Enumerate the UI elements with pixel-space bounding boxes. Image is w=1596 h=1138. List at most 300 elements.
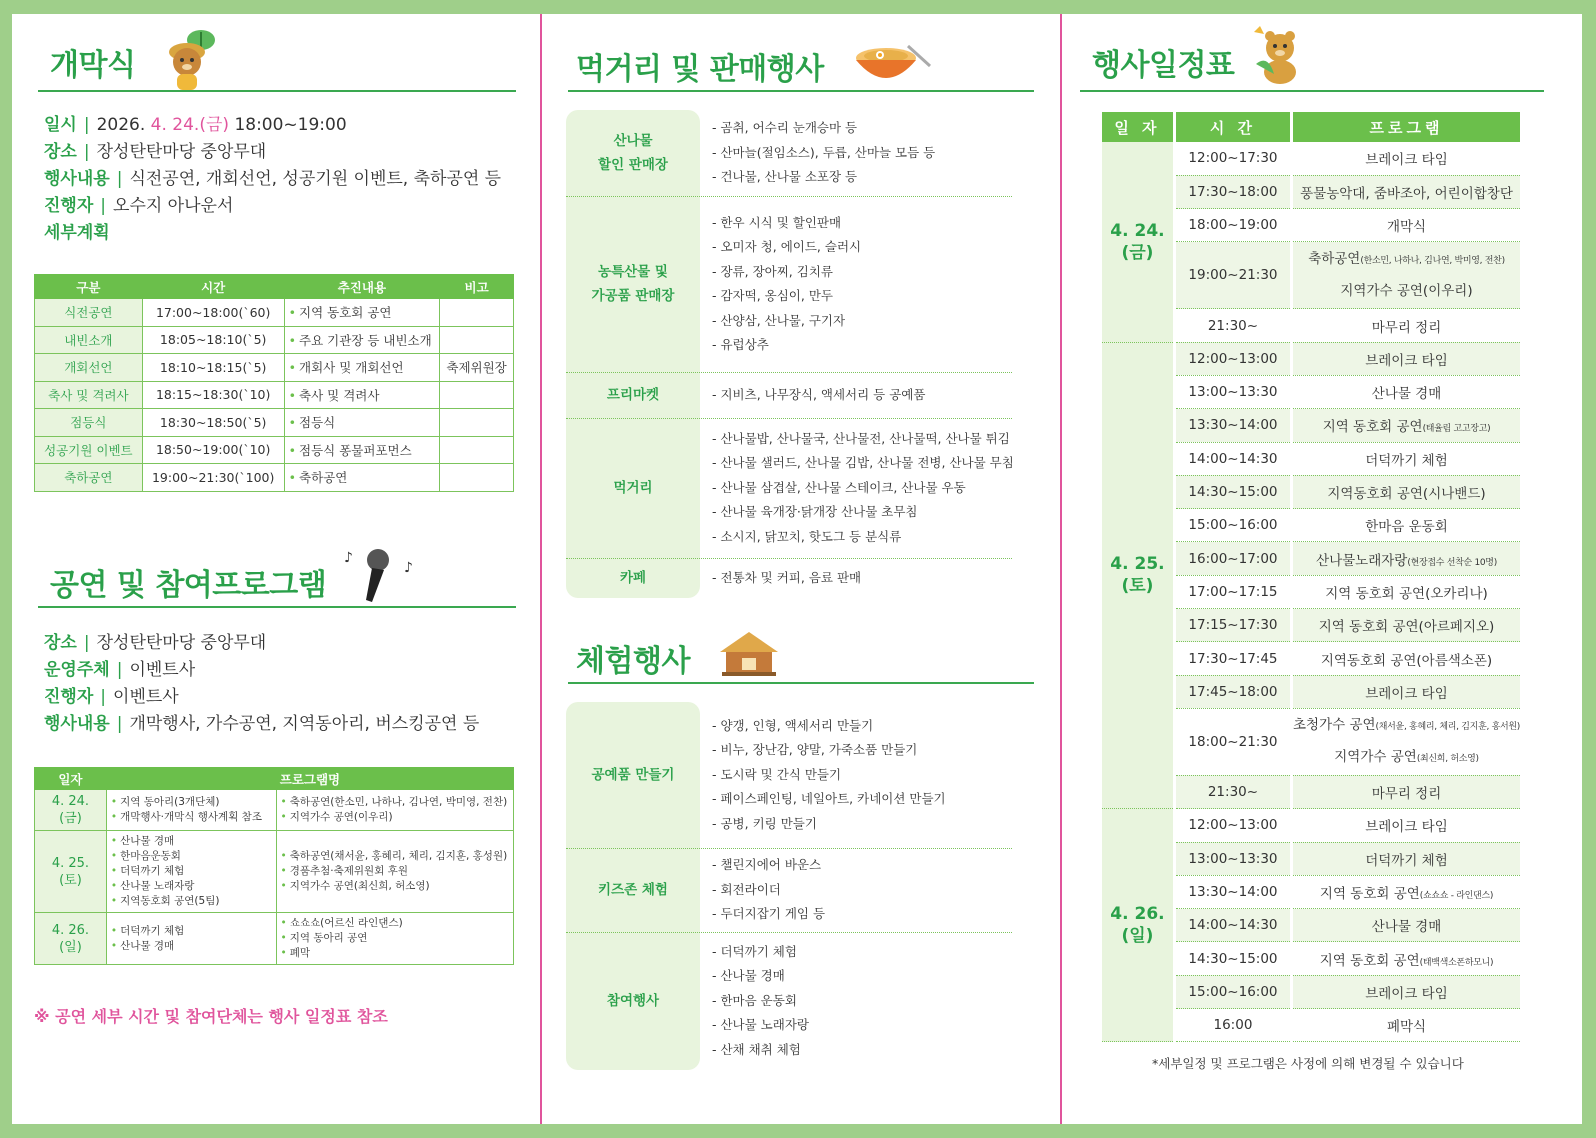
program-line <box>1293 1015 1520 1035</box>
program-cell <box>1292 342 1521 375</box>
time-cell: 19:00~21:30 <box>1174 242 1291 309</box>
section-rule <box>568 90 1034 92</box>
program-line <box>1293 582 1520 602</box>
day-line: (토) <box>59 872 82 888</box>
table-cell <box>440 409 514 437</box>
program-line <box>1293 449 1520 469</box>
food-title: 먹거리 및 판매행사 <box>576 52 824 87</box>
item-text: 지역가수 공연(최신희, 허소영) <box>289 880 430 892</box>
list-item: - 감자떡, 옹심이, 만두 <box>712 288 833 303</box>
cell-text: 축사 및 격려사 <box>299 387 380 403</box>
table-cell <box>440 381 514 409</box>
program-note: (채서윤, 홍혜리, 체리, 김지훈, 홍서원) <box>1375 721 1520 732</box>
item-text: 더덕까기 체험 <box>720 943 797 959</box>
program-line <box>1293 276 1520 306</box>
list-item <box>111 924 272 939</box>
group-items <box>712 932 1024 1070</box>
list-item <box>111 810 272 825</box>
program-text: 브레이크 타임 <box>1365 152 1448 169</box>
program-text: 지역가수 공연(이우리) <box>1340 283 1473 300</box>
bullet-icon: • <box>288 442 297 458</box>
performance-info: 장소 | 장성탄탄마당 중앙무대 운영주체 | 이벤트사 진행자 | 이벤트사 행사내용 | 개막행사, 가수공연, 지역동아리, 버스킹공연 등 <box>44 633 480 734</box>
list-item <box>281 810 509 825</box>
table-cell: 18:05~18:10(`5) <box>142 326 284 354</box>
item-text: 한마음운동회 <box>120 850 181 862</box>
date-line: 4. 26. <box>51 922 90 938</box>
column-right <box>1062 14 1582 1124</box>
label-line: 가공품 판매장 <box>591 288 675 304</box>
bullet-icon: • <box>288 332 297 348</box>
date-cell <box>35 790 107 831</box>
program-cell <box>1292 775 1521 808</box>
mascot-leaf-icon <box>157 22 225 94</box>
date-cell <box>35 831 107 913</box>
time-cell: 12:00~13:00 <box>1174 342 1291 375</box>
item-text: 회전라이더 <box>720 881 781 897</box>
place: 장성탄탄마당 중앙무대 <box>96 142 267 162</box>
label: 행사내용 <box>44 169 110 189</box>
time-cell: 14:30~15:00 <box>1174 475 1291 508</box>
program-cell <box>1292 475 1521 508</box>
group-items <box>712 848 1024 932</box>
program-text: 지역 동호회 공연 <box>1322 419 1423 436</box>
table-cell <box>284 409 440 437</box>
program-cell <box>276 790 513 831</box>
program-cell <box>1292 409 1521 442</box>
table-cell: 축하공연 <box>35 464 143 492</box>
program-cell <box>106 790 276 831</box>
bullet-icon: • <box>280 850 287 862</box>
program-text: 지역동호회 공연(시나밴드) <box>1327 486 1486 503</box>
list-item: - 곰취, 어수리 눈개승마 등 <box>712 120 858 136</box>
bullet-icon: • <box>288 305 297 321</box>
program-line <box>1293 415 1520 435</box>
program-cell <box>1292 842 1521 875</box>
table-cell <box>284 354 440 382</box>
table-header: 일 자 <box>1102 112 1174 142</box>
label-line: 먹거리 <box>613 480 653 496</box>
bullet-icon: • <box>110 924 118 937</box>
label: 진행자 <box>44 196 94 216</box>
table-row <box>35 464 514 492</box>
svg-text:♪: ♪ <box>404 560 413 576</box>
schedule-footnote: *세부일정 및 프로그램은 사정에 의해 변경될 수 있습니다 <box>1152 1056 1464 1071</box>
day-line: (금) <box>1121 242 1154 263</box>
bullet-icon: • <box>280 796 287 808</box>
list-item <box>281 795 509 810</box>
time-cell: 16:00~17:00 <box>1174 542 1291 575</box>
program-cell <box>1292 442 1521 475</box>
program-cell <box>1292 309 1521 342</box>
bullet-icon: • <box>110 865 118 877</box>
item-text: 지비츠, 나무장식, 액세서리 등 공예품 <box>720 386 926 402</box>
table-header: 프로그램 <box>1292 112 1521 142</box>
item-text: 산나물 샐러드, 산나물 김밥, 산나물 전병, 산나물 무침 <box>720 455 1014 471</box>
program-note: (태율림 고고장고) <box>1422 424 1491 435</box>
list-item: - 공병, 키링 만들기 <box>712 815 817 831</box>
group-items <box>712 558 1024 598</box>
bullet-icon: • <box>288 470 297 486</box>
table-cell <box>440 436 514 464</box>
program-line <box>1293 549 1520 569</box>
group-label <box>566 848 700 932</box>
opening-title: 개막식 <box>50 48 136 83</box>
table-header: 시간 <box>142 275 284 299</box>
table-cell <box>284 299 440 327</box>
program-cell <box>1292 575 1521 608</box>
program-text: 한마음 운동회 <box>1365 519 1448 536</box>
bullet-icon: • <box>280 932 287 944</box>
label-line: 프리마켓 <box>606 387 660 403</box>
table-row <box>35 409 514 437</box>
group-label <box>566 558 700 598</box>
program-line <box>1293 244 1520 276</box>
day-line: (토) <box>1121 576 1154 597</box>
time-cell: 17:30~17:45 <box>1174 642 1291 675</box>
date-time: 18:00~19:00 <box>234 115 347 135</box>
label: 일시 <box>44 115 77 135</box>
item-text: 지역 동아리(3개단체) <box>120 796 220 808</box>
bullet-icon: • <box>280 947 287 959</box>
program-line <box>1293 182 1520 202</box>
list-item <box>281 931 509 946</box>
group-items <box>712 196 1024 372</box>
item-text: 지역동호회 공연(5팀) <box>120 895 220 907</box>
item-text: 산마늘(절임소스), 두릅, 산마늘 모듬 등 <box>720 144 936 160</box>
time-cell: 14:30~15:00 <box>1174 942 1291 975</box>
item-text: 쇼쇼쇼(어르신 라인댄스) <box>289 917 403 929</box>
brochure-sheet <box>12 14 1582 1124</box>
program-cell <box>1292 175 1521 208</box>
group-label <box>566 110 700 196</box>
item-text: 산나물 경매 <box>720 968 785 984</box>
list-item: - 장류, 장아찌, 김치류 <box>712 263 833 279</box>
group-items <box>712 418 1024 558</box>
list-item <box>111 894 272 909</box>
program-line <box>1293 882 1520 902</box>
place: 장성탄탄마당 중앙무대 <box>96 633 267 653</box>
group-label <box>566 702 700 848</box>
list-item <box>111 834 272 849</box>
list-item: - 유럽상추 <box>712 337 769 352</box>
table-header: 비고 <box>440 275 514 299</box>
table-row <box>35 354 514 382</box>
schedule-title: 행사일정표 <box>1092 48 1235 83</box>
program-text: 풍물농악대, 줌바조아, 어린이합창단 <box>1300 185 1513 202</box>
program-cell <box>1292 642 1521 675</box>
date-prefix: 2026. <box>96 115 146 135</box>
time-cell: 15:00~16:00 <box>1174 975 1291 1008</box>
bullet-icon: • <box>280 865 287 877</box>
list-item <box>111 879 272 894</box>
table-cell: 18:50~19:00(`10) <box>142 436 284 464</box>
list-item: - 지비츠, 나무장식, 액세서리 등 공예품 <box>712 386 926 402</box>
table-cell <box>284 381 440 409</box>
program-text: 지역 동호회 공연 <box>1319 952 1420 969</box>
table-cell: 축사 및 격려사 <box>35 381 143 409</box>
time-cell: 17:30~18:00 <box>1174 175 1291 208</box>
program-line <box>1293 782 1520 802</box>
list-item <box>281 864 509 879</box>
table-header: 일자 <box>35 768 107 790</box>
item-text: 한우 시식 및 할인판매 <box>720 214 842 230</box>
label-line: 산나물 <box>613 133 653 149</box>
program-line <box>1293 710 1520 742</box>
table-cell: 18:10~18:15(`5) <box>142 354 284 382</box>
program-line <box>1293 515 1520 535</box>
date-line: 4. 25. <box>1110 554 1165 575</box>
program-cell <box>276 913 513 965</box>
program-cell <box>1292 809 1521 842</box>
panel-group <box>566 196 1024 372</box>
table-header: 구분 <box>35 275 143 299</box>
label-line: 공예품 만들기 <box>591 767 675 783</box>
program-line <box>1293 349 1520 369</box>
program-cell <box>1292 209 1521 242</box>
column-middle <box>542 14 1060 1124</box>
program-text: 지역 동호회 공연(아르페지오) <box>1318 619 1495 636</box>
group-label <box>566 372 700 418</box>
opening-info: 일시 | 2026. 4. 24.(금) 18:00~19:00 장소 | 장성탄탄마당 중앙무대 행사내용 | 식전공연, 개회선언, 성공기원 이벤트, 축하공연 등 진행자 | 오수지 아나운서 세부계획 <box>44 115 502 243</box>
program-text: 지역 동호회 공연 <box>1319 885 1420 902</box>
list-item: - 회전라이더 <box>712 881 781 897</box>
item-text: 폐막 <box>289 947 311 959</box>
list-item: - 소시지, 닭꼬치, 핫도그 등 분식류 <box>712 528 902 544</box>
item-text: 곰취, 어수리 눈개승마 등 <box>720 120 858 136</box>
program-text: 브레이크 타임 <box>1365 985 1448 1002</box>
program-cell <box>1292 142 1521 175</box>
item-text: 산나물 삼겹살, 산나물 스테이크, 산나물 우동 <box>720 479 966 495</box>
program-text: 마무리 정리 <box>1371 786 1442 803</box>
program-line <box>1293 316 1520 336</box>
list-item: - 두더지잡기 게임 등 <box>712 906 826 922</box>
bullet-icon: • <box>110 895 118 907</box>
list-item: - 한우 시식 및 할인판매 <box>712 214 842 230</box>
bullet-icon: • <box>110 811 118 823</box>
program-cell <box>106 831 276 913</box>
table-cell: 성공기원 이벤트 <box>35 436 143 464</box>
time-cell: 15:00~16:00 <box>1174 509 1291 542</box>
item-text: 비누, 장난감, 양말, 가죽소품 만들기 <box>720 742 918 758</box>
item-text: 감자떡, 옹심이, 만두 <box>720 288 833 303</box>
section-rule <box>38 606 516 608</box>
svg-text:♪: ♪ <box>344 550 353 566</box>
bullet-icon: • <box>280 917 287 929</box>
table-row <box>35 436 514 464</box>
performance-table <box>34 767 514 965</box>
operator: 이벤트사 <box>129 660 196 680</box>
list-item: - 양갱, 인형, 액세서리 만들기 <box>712 717 874 733</box>
time-cell: 13:30~14:00 <box>1174 875 1291 908</box>
program-note: (쇼쇼쇼 - 라인댄스) <box>1419 890 1494 901</box>
panel-group <box>566 558 1024 598</box>
program-text: 지역동호회 공연(아름색소폰) <box>1320 652 1493 669</box>
program-cell <box>1292 609 1521 642</box>
time-cell: 12:00~17:30 <box>1174 142 1291 175</box>
group-items <box>712 702 1024 848</box>
bullet-icon: • <box>110 939 118 952</box>
item-text: 도시락 및 간식 만들기 <box>720 766 842 782</box>
item-text: 공병, 키링 만들기 <box>720 815 817 831</box>
item-text: 산나물 노래자랑 <box>120 880 195 892</box>
cell-text: 개회사 및 개회선언 <box>299 360 404 376</box>
item-text: 페이스페인팅, 네일아트, 카네이션 만들기 <box>720 791 946 807</box>
list-item <box>281 879 509 894</box>
panel-group <box>566 110 1024 196</box>
list-item: - 한마음 운동회 <box>712 992 797 1008</box>
schedule-row <box>1102 142 1520 175</box>
item-text: 산나물 노래자랑 <box>720 1017 809 1033</box>
label-line: 농특산물 및 <box>598 264 668 280</box>
program-text: 지역 동호회 공연(오카리나) <box>1325 585 1488 602</box>
time-cell: 14:00~14:30 <box>1174 909 1291 942</box>
cell-text: 지역 동호회 공연 <box>299 305 392 321</box>
hut-icon <box>718 630 780 678</box>
program-note: (태백색소폰하모니) <box>1419 957 1494 968</box>
content: 개막행사, 가수공연, 지역동아리, 버스킹공연 등 <box>129 714 480 734</box>
schedule-table <box>1102 112 1520 1042</box>
program-text: 폐막식 <box>1386 1019 1427 1036</box>
table-cell: 18:30~18:50(`5) <box>142 409 284 437</box>
time-cell: 16:00 <box>1174 1009 1291 1042</box>
list-item: - 도시락 및 간식 만들기 <box>712 766 842 782</box>
program-note: (한소민, 나하나, 김나연, 박미영, 전찬) <box>1360 256 1505 267</box>
list-item: - 산마늘(절임소스), 두릅, 산마늘 모듬 등 <box>712 144 936 160</box>
item-text: 산나물 경매 <box>120 835 175 847</box>
group-items <box>712 110 1024 196</box>
group-label <box>566 196 700 372</box>
section-rule <box>568 682 1034 684</box>
table-cell <box>284 326 440 354</box>
list-item <box>111 939 272 954</box>
item-text: 한마음 운동회 <box>720 992 797 1008</box>
list-item <box>111 864 272 879</box>
program-cell <box>1292 875 1521 908</box>
label: 운영주체 <box>44 660 110 680</box>
experience-panel <box>566 702 1024 1070</box>
item-text: 전통차 및 커피, 음료 판매 <box>720 569 862 585</box>
list-item: - 챌린지에어 바운스 <box>712 857 822 873</box>
table-cell: 내빈소개 <box>35 326 143 354</box>
table-cell <box>440 299 514 327</box>
program-cell <box>1292 909 1521 942</box>
bullet-icon: • <box>110 880 118 892</box>
table-header: 시 간 <box>1174 112 1291 142</box>
panel-group <box>566 702 1024 848</box>
list-item: - 산나물 육개장·닭개장 산나물 초무침 <box>712 504 918 520</box>
list-item: - 산나물 샐러드, 산나물 김밥, 산나물 전병, 산나물 무침 <box>712 455 1014 471</box>
program-text: 브레이크 타임 <box>1365 819 1448 836</box>
item-text: 축하공연(한소민, 나하나, 김나연, 박미영, 전찬) <box>289 796 508 808</box>
panel-group <box>566 932 1024 1070</box>
table-cell <box>440 326 514 354</box>
food-bowl-icon <box>850 36 932 90</box>
performance-title: 공연 및 참여프로그램 <box>50 568 327 603</box>
table-cell <box>284 464 440 492</box>
list-item: - 산채 채취 체험 <box>712 1041 801 1057</box>
item-text: 건나물, 산나물 소포장 등 <box>720 169 858 185</box>
bullet-icon: • <box>110 796 118 808</box>
host: 이벤트사 <box>113 687 179 707</box>
label-line: 참여행사 <box>606 993 660 1009</box>
table-cell: 축제위원장 <box>440 354 514 382</box>
program-line <box>1293 482 1520 502</box>
panel-group <box>566 418 1024 558</box>
item-text: 산양삼, 산나물, 구기자 <box>720 312 846 328</box>
cell-text: 축하공연 <box>299 470 348 486</box>
program-text: 개막식 <box>1386 219 1427 236</box>
table-cell: 17:00~18:00(`60) <box>142 299 284 327</box>
list-item: - 산나물 경매 <box>712 968 785 984</box>
table-cell: 점등식 <box>35 409 143 437</box>
list-item: - 산나물밥, 산나물국, 산나물전, 산나물떡, 산나물 튀김 <box>712 430 1010 446</box>
item-text: 산나물밥, 산나물국, 산나물전, 산나물떡, 산나물 튀김 <box>720 430 1010 446</box>
label: 진행자 <box>44 687 94 707</box>
program-text: 산나물노래자랑 <box>1316 552 1408 569</box>
list-item <box>281 849 509 864</box>
table-header: 프로그램명 <box>106 768 513 790</box>
list-item <box>111 795 272 810</box>
item-text: 더덕까기 체험 <box>120 924 185 937</box>
list-item: - 산나물 노래자랑 <box>712 1017 809 1033</box>
table-row <box>35 913 514 965</box>
program-text: 축하공연 <box>1308 251 1361 268</box>
bullet-icon: • <box>280 880 287 892</box>
day-line: (일) <box>1121 926 1154 947</box>
table-cell: 개회선언 <box>35 354 143 382</box>
performance-note: ※ 공연 세부 시간 및 참여단체는 행사 일정표 참조 <box>34 1007 388 1026</box>
list-item: - 전통차 및 커피, 음료 판매 <box>712 569 862 585</box>
date-line: 4. 24. <box>1110 220 1165 241</box>
program-cell <box>1292 375 1521 408</box>
experience-title: 체험행사 <box>576 644 690 679</box>
program-line <box>1293 215 1520 235</box>
item-text: 개막행사·개막식 행사계획 참조 <box>120 811 262 823</box>
item-text: 산채 채취 체험 <box>720 1041 801 1057</box>
day-line: (금) <box>59 811 82 826</box>
program-text: 브레이크 타임 <box>1365 685 1448 702</box>
program-text: 더덕까기 체험 <box>1365 452 1448 469</box>
host: 오수지 아나운서 <box>113 196 234 216</box>
label-line: 할인 판매장 <box>598 157 668 173</box>
table-row <box>35 326 514 354</box>
bullet-icon: • <box>288 387 297 403</box>
program-cell <box>1292 942 1521 975</box>
label: 장소 <box>44 633 77 653</box>
list-item <box>281 946 509 961</box>
item-text: 지역 동아리 공연 <box>289 932 368 944</box>
item-text: 지역가수 공연(이우리) <box>289 811 393 823</box>
program-note: (현장접수 선착순 10명) <box>1407 557 1497 568</box>
time-cell: 17:45~18:00 <box>1174 675 1291 708</box>
program-line <box>1293 382 1520 402</box>
item-text: 장류, 장아찌, 김치류 <box>720 263 833 279</box>
day-line: (일) <box>59 939 82 955</box>
program-text: 지역가수 공연 <box>1334 748 1417 765</box>
date-cell <box>1102 342 1174 809</box>
item-text: 두더지잡기 게임 등 <box>720 906 826 922</box>
program-text: 마무리 정리 <box>1371 319 1442 336</box>
table-row <box>35 299 514 327</box>
list-item: - 산나물 삼겹살, 산나물 스테이크, 산나물 우동 <box>712 479 966 495</box>
item-text: 산나물 경매 <box>120 939 175 952</box>
table-cell: 19:00~21:30(`100) <box>142 464 284 492</box>
opening-plan-table <box>34 274 514 492</box>
time-cell: 18:00~21:30 <box>1174 708 1291 775</box>
program-text: 초청가수 공연 <box>1293 716 1376 733</box>
table-header: 추진내용 <box>284 275 440 299</box>
item-text: 챌린지에어 바운스 <box>720 857 822 873</box>
